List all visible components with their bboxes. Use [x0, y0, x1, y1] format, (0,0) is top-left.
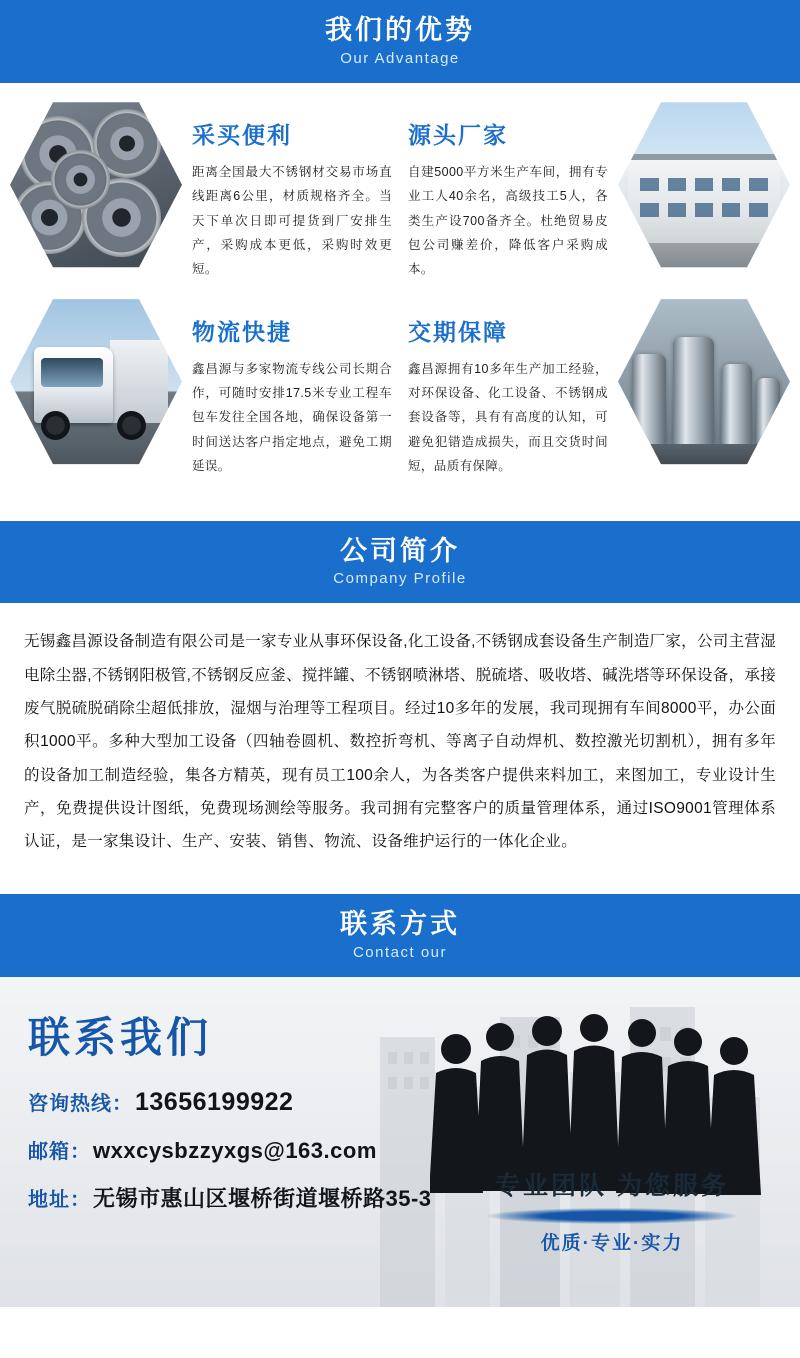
contact-title-en: Contact our — [352, 944, 448, 962]
contact-address-label: 地址： — [28, 1189, 91, 1212]
contact-phone-row — [28, 1087, 498, 1117]
advantage-row-1 — [10, 99, 790, 282]
advantage-item-title: 采买便利 — [192, 121, 292, 148]
contact-email-value[interactable]: wxxcysbzzyxgs@163.com — [93, 1138, 377, 1164]
contact-title-cn: 联系方式 — [340, 909, 460, 940]
contact-details — [28, 1005, 498, 1231]
advantage-item-body: 距离全国最大不锈钢材交易市场直线距离6公里，材质规格齐全。当天下单次日即可提货到厂安排生产，采购成本更低，采购时效更短。 — [192, 164, 392, 277]
truck-photo — [10, 296, 182, 468]
stainless-tanks-photo — [618, 296, 790, 468]
advantage-grid — [0, 83, 800, 503]
advantage-text-1 — [182, 99, 400, 282]
contact-address-row — [28, 1182, 498, 1213]
profile-section — [0, 603, 800, 884]
contact-phone-value[interactable]: 13656199922 — [135, 1088, 294, 1117]
advantage-item-title: 物流快捷 — [192, 318, 292, 345]
advantage-item-body: 自建5000平方米生产车间，拥有专业工人40余名，高级技工5人，各类生产设700备齐全。杜绝贸易皮包公司赚差价，降低客户采购成本。 — [408, 164, 608, 277]
advantage-title-cn: 我们的优势 — [325, 15, 475, 45]
profile-banner — [0, 521, 800, 604]
steel-coils-photo — [10, 99, 182, 271]
advantage-item-title: 交期保障 — [408, 318, 508, 345]
contact-section — [0, 977, 800, 1307]
advantage-text-2 — [400, 99, 618, 282]
advantage-item-1 — [10, 99, 400, 282]
advantage-item-2 — [400, 99, 790, 282]
contact-phone-label: 咨询热线： — [28, 1093, 133, 1116]
factory-building-photo — [618, 99, 790, 271]
profile-body: 无锡鑫昌源设备制造有限公司是一家专业从事环保设备,化工设备,不锈钢成套设备生产制造厂家，公司主营湿电除尘器,不锈钢阳极管,不锈钢反应釜、搅拌罐、不锈钢喷淋塔、脱硫塔、吸收塔、碱洗塔等环保设备，承接废气脱硫脱硝除尘超低排放，湿烟与治理等工程项目。经过10多年的发展，我司现拥有车间8000平，办公面积1000平。多种大型加工设备（四轴卷圆机、数控折弯机、等离子自动焊机、数控激光切割机），拥有多年的设备加工制造经验，集各方精英，现有员工100余人，为各类客户提供来料加工，来图加工，专业设计生产，免费提供设计图纸，免费现场测绘等服务。我司拥有完整客户的质量管理体系，通过ISO9001管理体系认证，是一家集设计、生产、安装、销售、物流、设备维护运行的一体化企业。 — [24, 633, 776, 851]
contact-email-label: 邮箱： — [28, 1141, 91, 1164]
slogan-line-2: 优质·专业·实力 — [540, 1233, 684, 1255]
profile-title-en: Company Profile — [333, 570, 467, 588]
spacer — [0, 884, 800, 894]
swoosh-decoration — [487, 1208, 737, 1224]
profile-title-cn: 公司简介 — [340, 535, 460, 566]
contact-banner — [0, 894, 800, 977]
spacer — [0, 503, 800, 521]
advantage-item-3 — [10, 296, 400, 479]
team-slogan — [462, 1166, 762, 1255]
contact-email-row — [28, 1135, 498, 1164]
advantage-title-en: Our Advantage — [340, 49, 460, 67]
advantage-text-4 — [400, 296, 618, 479]
contact-heading: 联系我们 — [28, 1014, 213, 1062]
advantage-item-4 — [400, 296, 790, 479]
advantage-row-2 — [10, 296, 790, 479]
advantage-item-body: 鑫昌源与多家物流专线公司长期合作，可随时安排17.5米专业工程车包车发往全国各地，确保设备第一时间送达客户指定地点，避免工期延误。 — [192, 361, 392, 474]
contact-address-value: 无锡市惠山区堰桥街道堰桥路35-3 — [93, 1186, 432, 1212]
advantage-banner — [0, 0, 800, 83]
slogan-line-1: 专业团队 为您服务 — [495, 1172, 729, 1201]
advantage-item-title: 源头厂家 — [408, 121, 508, 148]
advantage-text-3 — [182, 296, 400, 479]
advantage-item-body: 鑫昌源拥有10多年生产加工经验，对环保设备、化工设备、不锈钢成套设备等，具有有高度的认知，可避免犯错造成损失，而且交货时间短，品质有保障。 — [408, 361, 608, 474]
